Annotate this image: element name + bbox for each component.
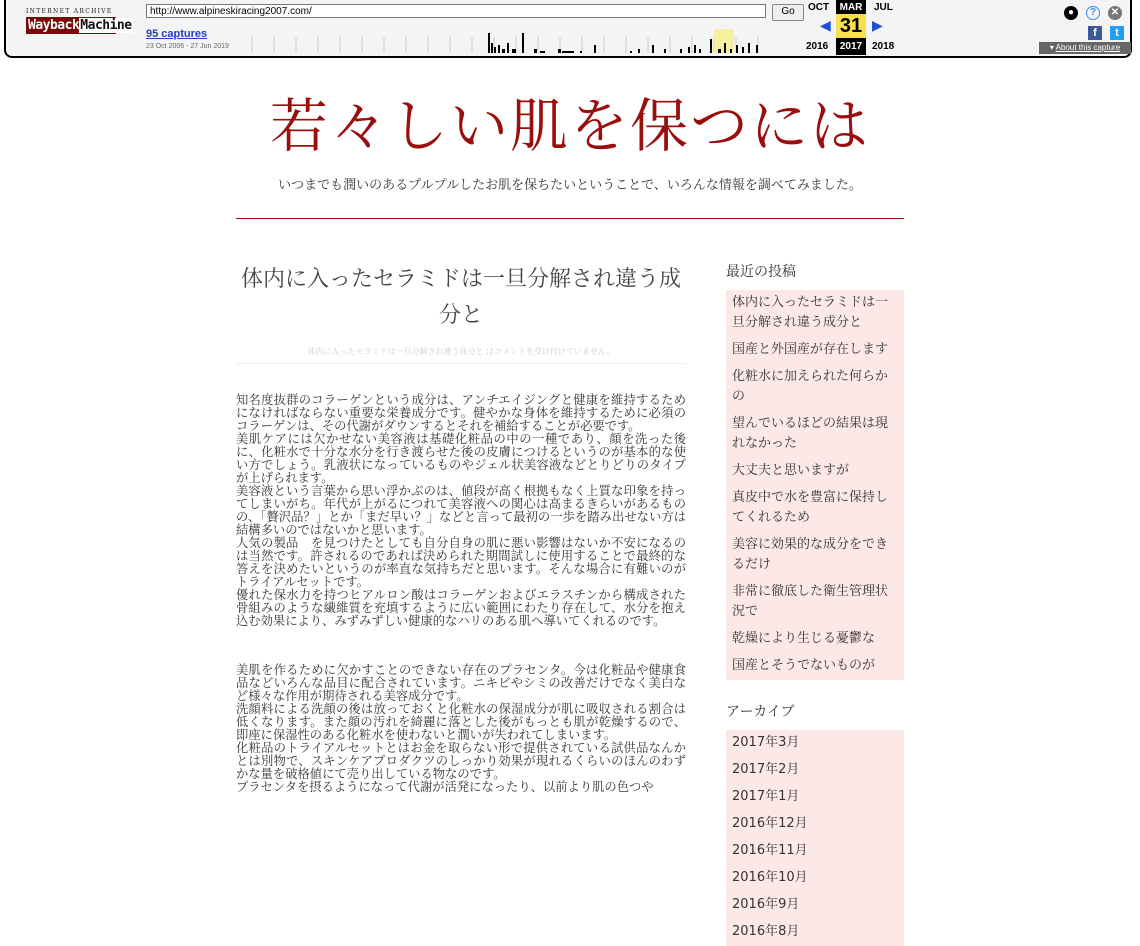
post-body-section-2: 美肌を作るために欠かすことのできない存在のプラセンタ。今は化粧品や健康食品などいろんな品目に配合されています。ニキビやシミの改善だけでなく美白など様々な作用が期待される美容成分です。 洗顔料による洗顔の後は放っておくと化粧水の保湿成分が肌に吸収される割合は低くなります。また顔の汚れを綺麗に落とした後がもっとも肌が乾燥するので、即座に保湿性のある化粧水を使わないと潤いが失われてしまいます。 化粧品のトライアルセットとはお金を取らない形で提供されている試供品なんかとは別物で、スキンケアプロダクツのしっかり効果が現れるくらいのほんのわずかな量を破格値にて売り出している物なのです。 プラセンタを摂るようになって代謝が活発になったり、以前より肌の色つや	[236, 663, 686, 794]
capture-date-range: 23 Oct 2006 - 27 Jun 2019	[146, 43, 229, 50]
prev-year-label[interactable]: 2016	[806, 41, 829, 52]
archives-list	[726, 730, 904, 946]
logo-word-machine: Machine	[80, 18, 132, 33]
logo-internet-archive: INTERNET ARCHIVE	[26, 8, 113, 15]
recent-post-link[interactable]: 乾燥により生じる憂鬱な	[732, 631, 876, 646]
post-body-section-1: 知名度抜群のコラーゲンという成分は、アンチエイジングと健康を維持するためになければならない重要な栄養成分です。健やかな身体を維持するために必須のコラーゲンは、その代謝がダウンするとそれを補給することが必要です。 美肌ケアには欠かせない美容液は基礎化粧品の中の一種であり、顔を洗った後に、化粧水で十分な水分を行き渡らせた後の皮膚につけるというのが基本的な使い方でしょう。乳液状になっているものやジェル状美容液などとりどりのタイプが上げられます。 美容液という言葉から思い浮かぶのは、値段が高く根拠もなく上質な印象を持ってしまいがち。年代が上がるにつれて美容液への関心は高まるきらいがあるものの、「贅沢品？」とか「まだ早い？」などと言って最初の一歩を踏み出せない方は結構多いのではないかと思います。 人気の製品 を見つけたとしても自分自身の肌に悪い影響はないか不安になるのは当然です。許されるのであれば決められた期間試しに使用することで最終的な答えを決めたいというのが率直な気持ちだと思います。そんな場合に有難いのがトライアルセットです。 優れた保水力を持つヒアルロン酸はコラーゲンおよびエラスチンから構成された骨組みのような繊維質を充填するように広い範囲にわたり存在して、水分を抱え込む効果により、みずみずしい健康的なハリのある肌へ導いてくれるのです。	[236, 393, 686, 628]
recent-post-link[interactable]: 大丈夫と思いますが	[732, 463, 850, 478]
next-month-label[interactable]: JUL	[874, 2, 893, 13]
post-meta: 体内に入ったセラミドは一旦分解され違う成分と はコメントを受け付けていません。	[236, 346, 686, 364]
current-day-label: 31	[836, 14, 866, 38]
recent-post-link[interactable]: 体内に入ったセラミドは一旦分解され違う成分と	[732, 295, 889, 330]
site-title[interactable]: 若々しい肌を保つには	[269, 92, 870, 160]
help-icon[interactable]: ?	[1086, 6, 1100, 20]
recent-posts-list	[726, 290, 904, 680]
next-arrow-icon[interactable]: ▶	[872, 18, 883, 34]
recent-post-link[interactable]: 美容に効果的な成分をできるだけ	[732, 537, 889, 572]
go-button[interactable]: Go	[772, 4, 804, 21]
facebook-icon[interactable]: f	[1088, 26, 1102, 40]
prev-month-label[interactable]: OCT	[808, 2, 830, 13]
archive-link[interactable]: 2016年11月	[732, 843, 808, 858]
archive-link[interactable]: 2016年10月	[732, 870, 808, 885]
wayback-toolbar	[4, 0, 1132, 58]
calendar-nav	[804, 0, 900, 55]
wayback-logo[interactable]	[26, 8, 132, 34]
post-title[interactable]: 体内に入ったセラミドは一旦分解され違う成分と	[240, 267, 681, 328]
twitter-icon[interactable]: t	[1110, 26, 1124, 40]
archive-link[interactable]: 2016年12月	[732, 816, 808, 831]
about-capture-label: About this capture	[1055, 43, 1121, 52]
user-icon[interactable]: ●	[1064, 6, 1078, 20]
prev-arrow-icon[interactable]: ◀	[820, 18, 831, 34]
capture-sparkline[interactable]	[244, 23, 774, 53]
captures-link[interactable]: 95 captures	[146, 28, 208, 40]
recent-post-link[interactable]: 国産とそうでないものが	[732, 658, 876, 673]
current-month-label: MAR	[839, 2, 863, 13]
logo-wayback-machine	[26, 17, 132, 34]
close-icon[interactable]: ✕	[1108, 6, 1122, 20]
archive-link[interactable]: 2017年3月	[732, 735, 800, 750]
wayback-url-input[interactable]	[146, 4, 766, 18]
post-article	[236, 262, 686, 794]
current-year-label: 2017	[836, 41, 866, 52]
recent-post-link[interactable]: 非常に徹底した衛生管理状況で	[732, 584, 889, 619]
archive-link[interactable]: 2017年2月	[732, 762, 800, 777]
archives-title: アーカイブ	[726, 704, 795, 720]
logo-word-wayback: Wayback	[28, 18, 80, 33]
recent-post-link[interactable]: 国産と外国産が存在します	[732, 342, 889, 357]
archive-link[interactable]: 2017年1月	[732, 789, 800, 804]
header-divider	[236, 218, 904, 219]
about-capture-button[interactable]: ▾ About this capture	[1039, 42, 1131, 54]
sidebar	[726, 262, 904, 946]
recent-post-link[interactable]: 望んでいるほどの結果は現れなかった	[732, 416, 889, 451]
recent-post-link[interactable]: 化粧水に加えられた何らかの	[732, 369, 889, 404]
current-capture	[836, 0, 866, 55]
recent-posts-title: 最近の投稿	[726, 264, 796, 280]
archive-link[interactable]: 2016年8月	[732, 924, 800, 939]
next-year-label[interactable]: 2018	[872, 41, 895, 52]
archive-link[interactable]: 2016年9月	[732, 897, 800, 912]
recent-post-link[interactable]: 真皮中で水を豊富に保持してくれるため	[732, 490, 889, 525]
site-description: いつまでも潤いのあるプルプルしたお肌を保ちたいということで、いろんな情報を調べてみました。	[278, 178, 862, 193]
